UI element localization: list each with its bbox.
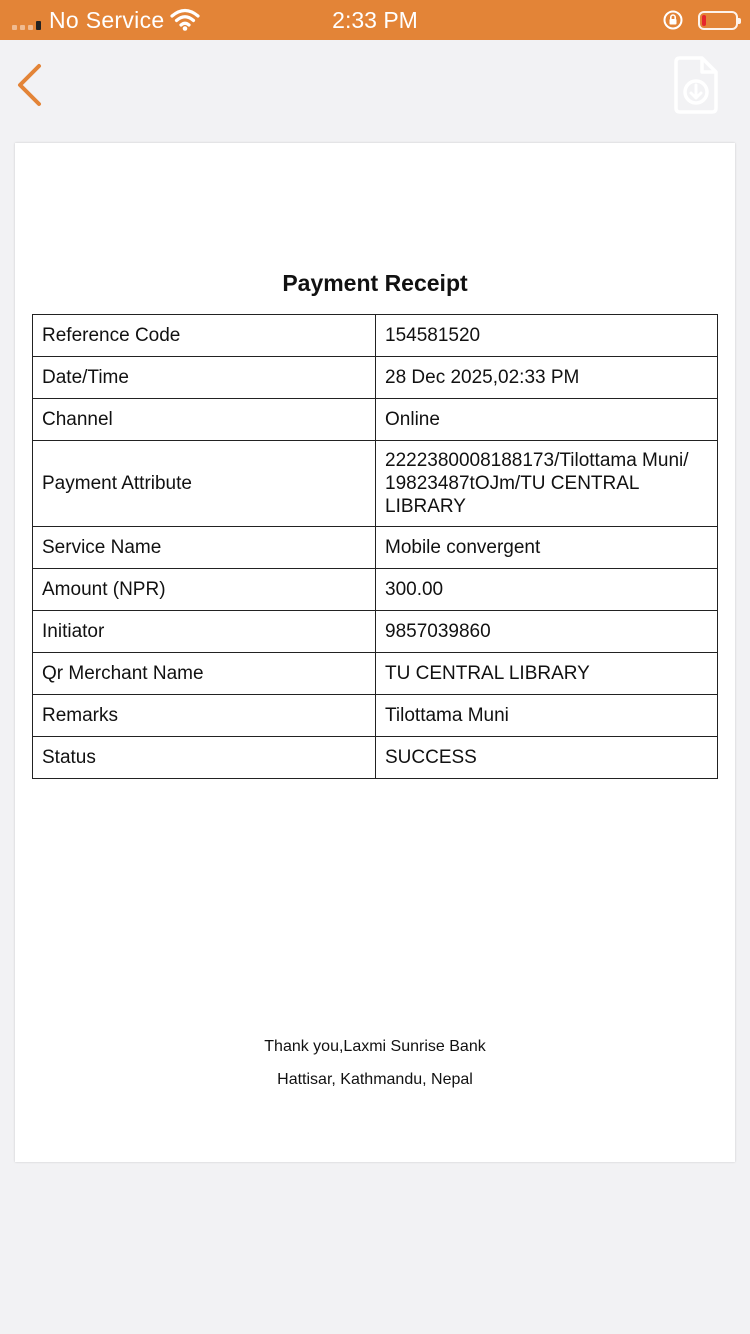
table-row	[33, 315, 718, 357]
receipt-table	[32, 314, 718, 779]
row-label: Reference Code	[33, 315, 376, 357]
row-label: Amount (NPR)	[33, 569, 376, 611]
table-row	[33, 611, 718, 653]
row-value: 28 Dec 2025,02:33 PM	[376, 357, 718, 399]
row-label: Initiator	[33, 611, 376, 653]
table-row	[33, 653, 718, 695]
row-label: Remarks	[33, 695, 376, 737]
row-value: Tilottama Muni	[376, 695, 718, 737]
receipt-footer	[15, 1036, 735, 1102]
row-value: 154581520	[376, 315, 718, 357]
receipt-title: Payment Receipt	[282, 270, 468, 296]
download-document-icon	[668, 56, 722, 114]
orientation-lock-icon	[662, 9, 684, 31]
row-value: SUCCESS	[376, 737, 718, 779]
table-row	[33, 737, 718, 779]
row-label: Payment Attribute	[33, 441, 376, 527]
row-value: Mobile convergent	[376, 527, 718, 569]
row-label: Service Name	[33, 527, 376, 569]
row-label: Qr Merchant Name	[33, 653, 376, 695]
row-value: Online	[376, 399, 718, 441]
row-label: Date/Time	[33, 357, 376, 399]
status-bar	[0, 0, 750, 40]
battery-icon	[698, 11, 738, 30]
status-time: 2:33 PM	[332, 7, 418, 33]
status-right	[662, 0, 738, 40]
row-value: TU CENTRAL LIBRARY	[376, 653, 718, 695]
table-row	[33, 695, 718, 737]
table-row	[33, 441, 718, 527]
chevron-left-icon	[12, 62, 52, 108]
table-row	[33, 357, 718, 399]
back-button[interactable]	[12, 62, 52, 108]
row-value: 9857039860	[376, 611, 718, 653]
table-row	[33, 527, 718, 569]
row-label: Status	[33, 737, 376, 779]
carrier-label: No Service	[49, 6, 165, 33]
receipt-card	[15, 143, 735, 1162]
nav-bar	[0, 40, 750, 132]
table-row	[33, 569, 718, 611]
footer-thanks: Thank you,Laxmi Sunrise Bank	[264, 1038, 486, 1055]
download-button[interactable]	[668, 56, 722, 114]
table-row	[33, 399, 718, 441]
row-value: 300.00	[376, 569, 718, 611]
row-value: 2222380008188173/Tilottama Muni/ 19823487tOJm/TU CENTRAL LIBRARY	[376, 441, 718, 527]
footer-address: Hattisar, Kathmandu, Nepal	[277, 1071, 473, 1088]
battery-level	[702, 15, 706, 26]
row-label: Channel	[33, 399, 376, 441]
